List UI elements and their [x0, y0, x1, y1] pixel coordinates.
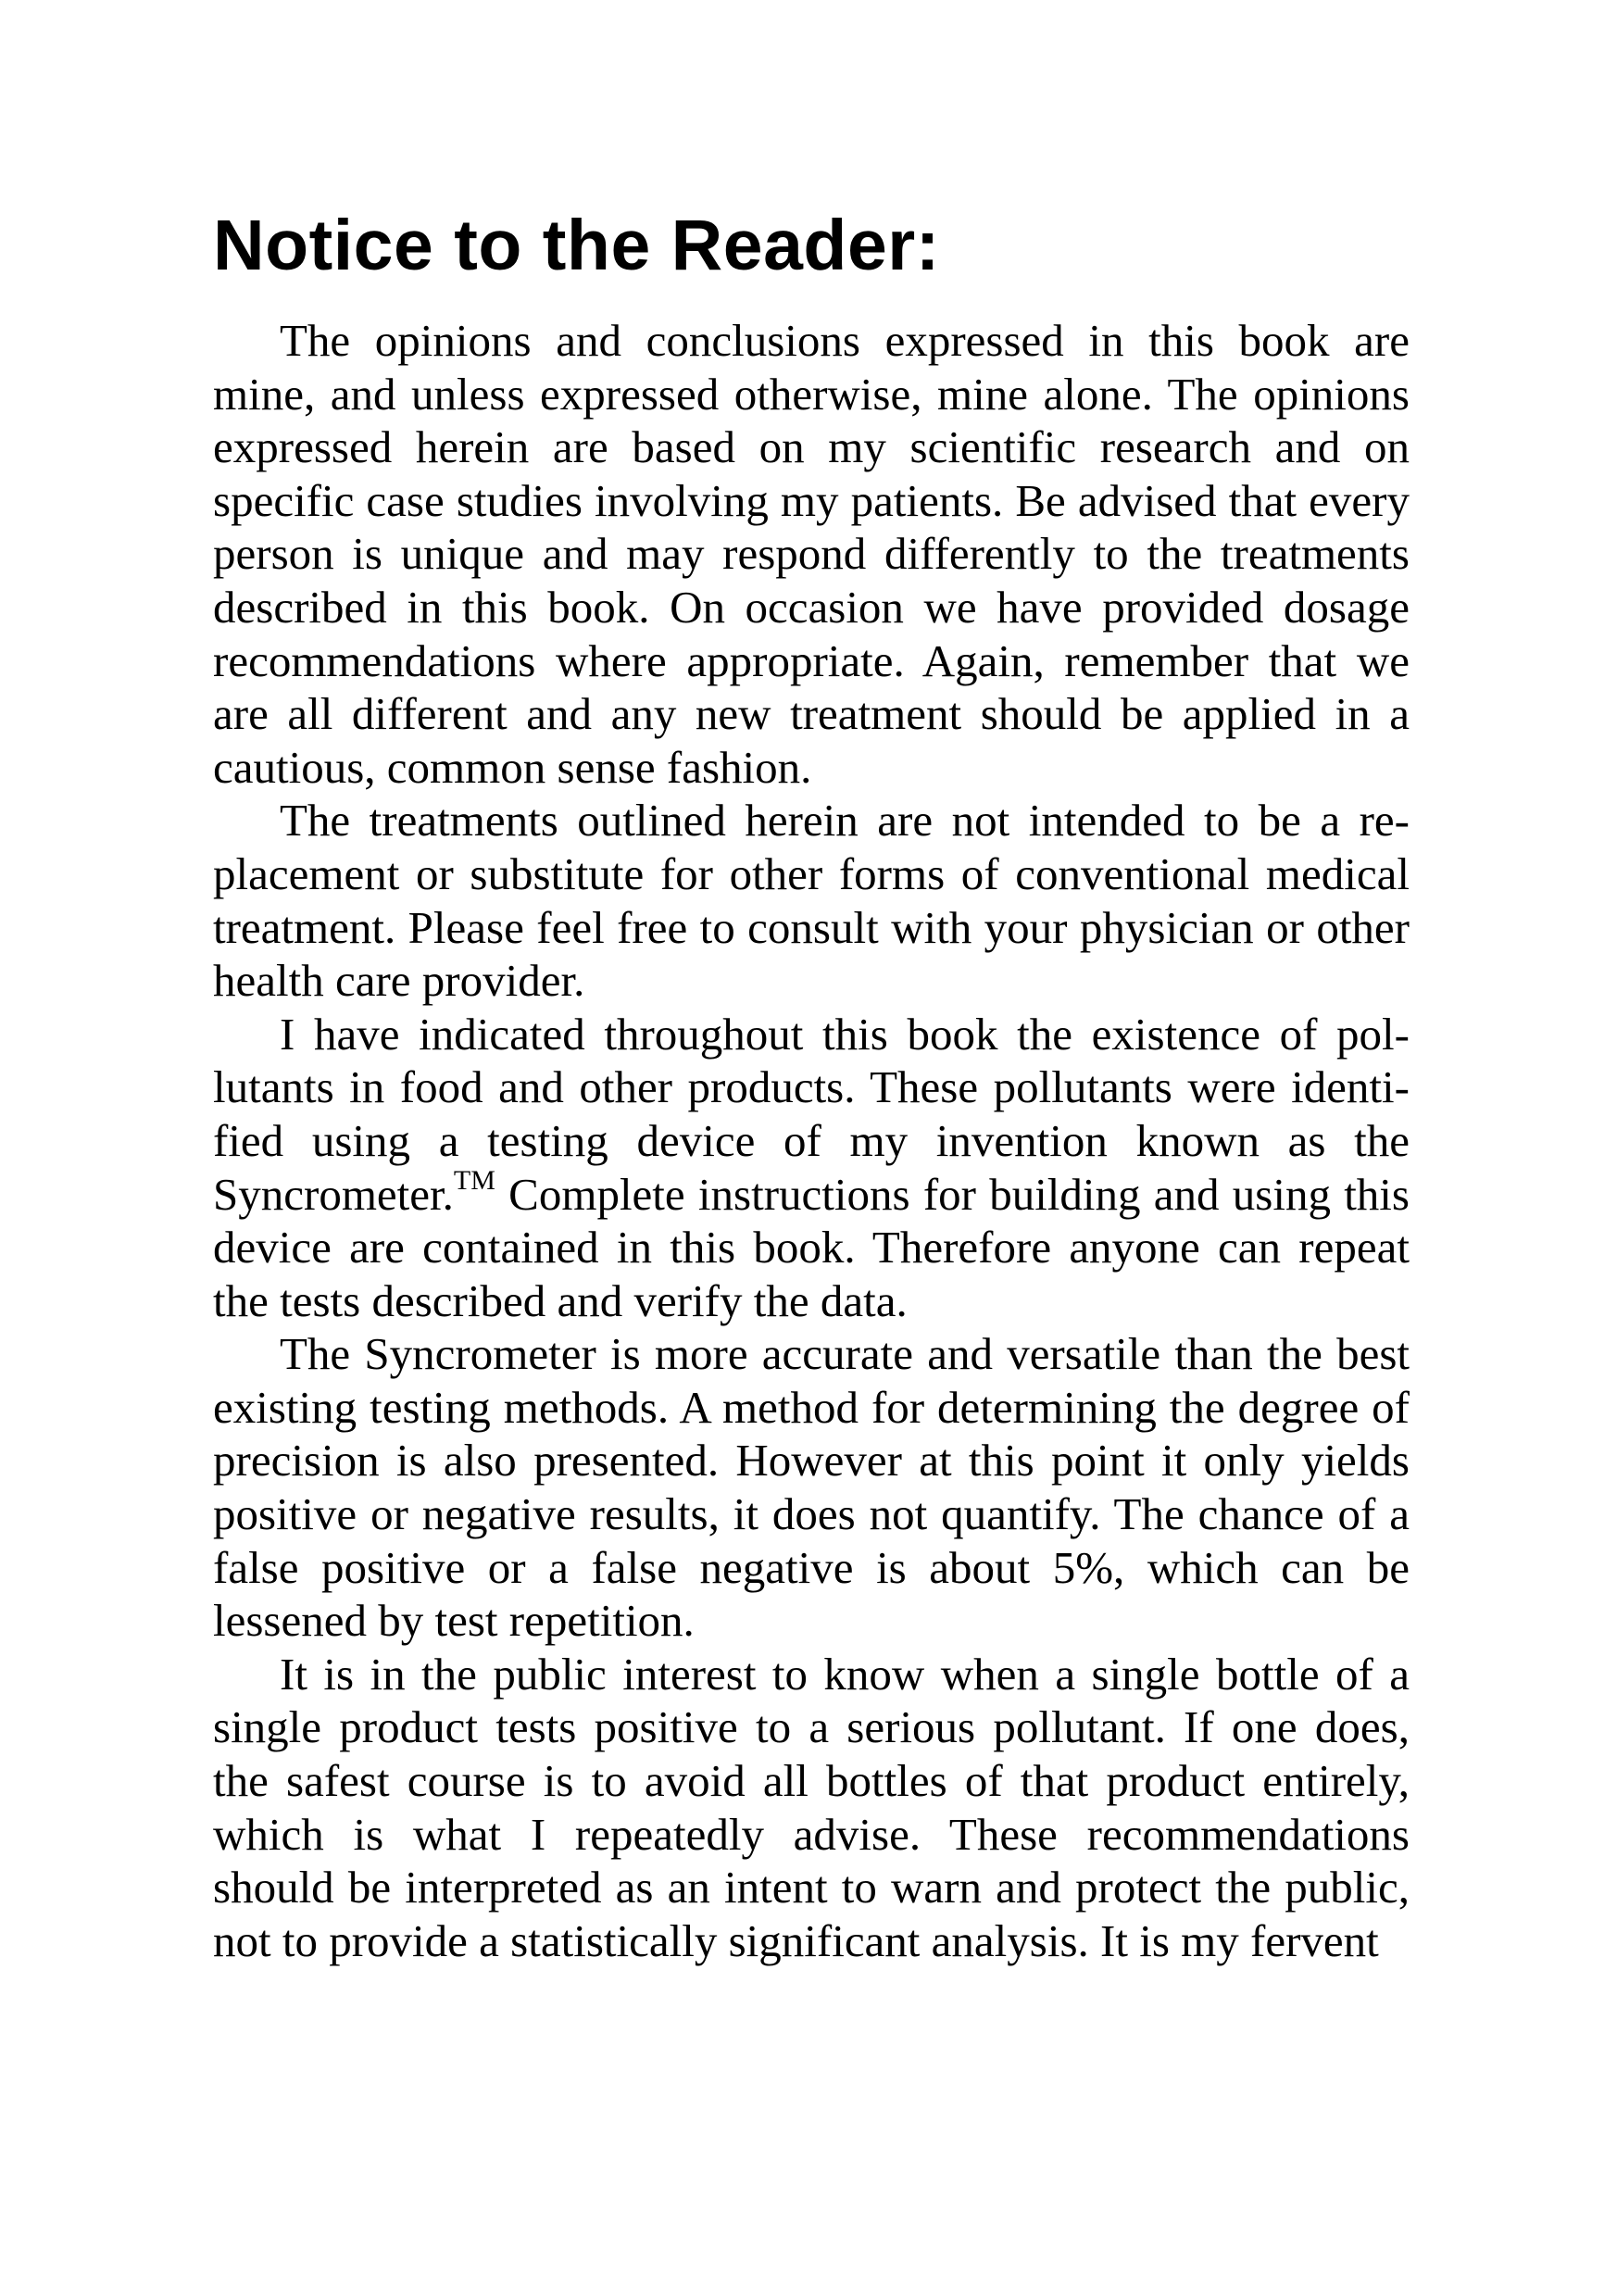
- notice-title: Notice to the Reader:: [213, 206, 940, 285]
- paragraph-public-interest: It is in the public interest to know when a single bottle of a single product tests positive to a serious pollutant. If one does, the safest course is to avoid all bottles of that product entirely, which is what I repeatedly advise. These recommendations should be interpreted as an intent to warn and protect the public, not to provide a statistically significant analysis. It is my fervent: [213, 1648, 1410, 1966]
- paragraph-opinions: The opinions and conclusions expressed in this book are mine, and unless expressed otherwise, mine alone. The opinions expressed herein are based on my scientific research and on specific case studies involving my patients. Be advised that every person is unique and may respond differently to the treatments described in this book. On occasion we have provided dosage recommendations where appropriate. Again, remember that we are all different and any new treatment should be applied in a cautious, common sense fashion.: [213, 315, 1410, 793]
- paragraph-pollutants-text-continued: Complete instructions for building and using this device are contained in this book. Therefore anyone can repeat the tests described and verify the data.: [213, 1168, 1410, 1326]
- paragraph-treatments: The treatments outlined herein are not intended to be a replacement or substitute for other forms of conventional medical treatment. Please feel free to consult with your physician or other health care provider.: [213, 795, 1410, 1007]
- paragraph-pollutants-text: I have indicated throughout this book the existence of pollutants in food and other products. These pollutants were identified using a testing device of my invention known as the Syncrometer.: [213, 1008, 1410, 1220]
- trademark-mark: TM: [453, 1164, 495, 1196]
- notice-content: [213, 199, 1410, 1967]
- paragraph-syncrometer: The Syncrometer is more accurate and versatile than the best existing testing methods. A method for determining the degree of precision is also presented. However at this point it only yields positive or negative results, it does not quantify. The chance of a false positive or a false negative is about 5%, which can be lessened by test repetition.: [213, 1328, 1410, 1647]
- paragraph-pollutants: [213, 1008, 1410, 1328]
